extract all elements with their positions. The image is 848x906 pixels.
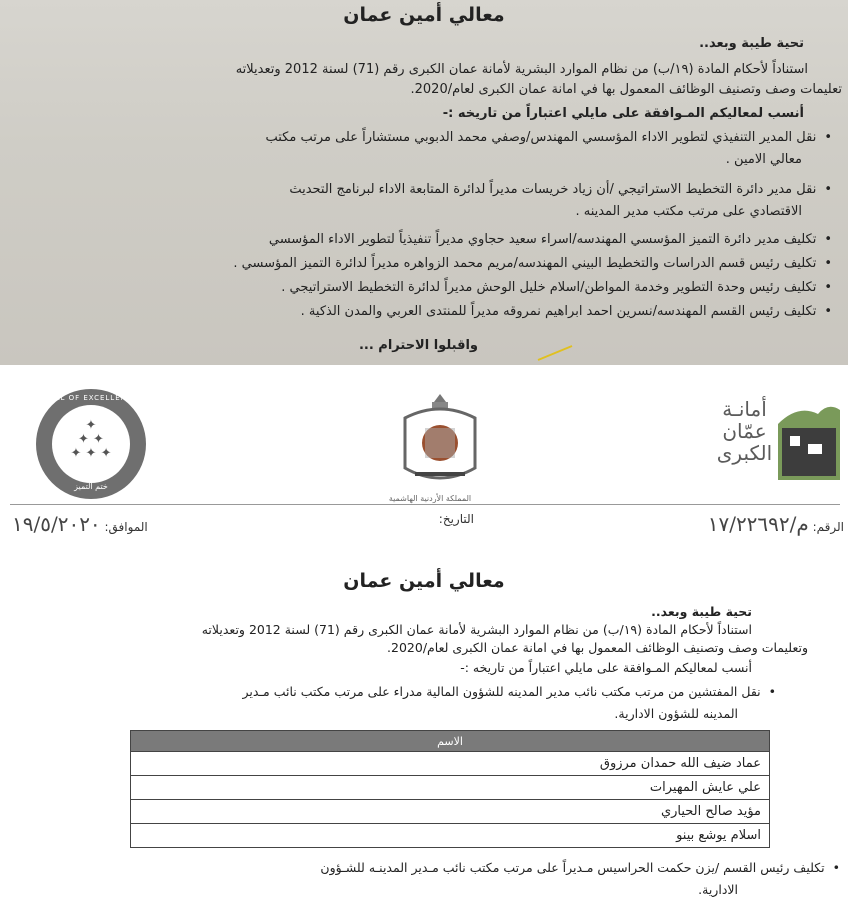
- logo-line2: عمّان: [722, 419, 767, 443]
- table-header: الاسم: [131, 731, 770, 752]
- agree-value: ١٩/٥/٢٠٢٠: [12, 512, 101, 536]
- number-label: الرقم:: [812, 520, 844, 534]
- bottom-item-2: • تكليف رئيس القسم /يزن حكمت الحراسيس مـديراً على مرتب مكتب نائب مـدير المدينـه للشـؤون: [320, 860, 840, 875]
- table-row: [131, 824, 770, 848]
- top-item-2: • نقل مدير دائرة التخطيط الاستراتيجي /أن زياد خريسات مديراً لدائرة المتابعة الاداء لبرنامج التحديث: [289, 182, 832, 197]
- pen-mark: [536, 342, 576, 362]
- jordan-crest-icon: [395, 388, 485, 508]
- name-cell: مؤيد صالح الحياري: [131, 800, 770, 824]
- agree-label: الموافق:: [104, 520, 148, 534]
- bottom-item-2b: الادارية.: [698, 882, 738, 897]
- top-closing: واقبلوا الاحترام ...: [358, 338, 478, 353]
- excellence-seal: [36, 389, 146, 499]
- top-item-4: • تكليف رئيس قسم الدراسات والتخطيط البيني المهندسه/مريم محمد الزواهره مديراً لدائرة التميز المؤسسي .: [233, 256, 832, 271]
- seal-bottom-text: ختم التميز: [74, 482, 108, 491]
- bottom-document: [0, 366, 848, 906]
- top-item-3: • تكليف مدير دائرة التميز المؤسسي المهندسه/اسراء سعيد حجاوي مديراً تنفيذياً لتطوير الاداء المؤسسي: [269, 232, 832, 247]
- seal-stars-icon: ✦ ✦ ✦ ✦ ✦ ✦: [70, 418, 112, 461]
- bottom-intro-line1: استناداً لأحكام المادة (١٩/ب) من نظام الموارد البشرية لأمانة عمان الكبرى رقم (71) لسنة 2012 وتعديلاته: [201, 622, 752, 637]
- name-cell: اسلام يوشع بينو: [131, 824, 770, 848]
- top-greeting: تحية طيبة وبعد..: [699, 36, 804, 51]
- top-intro-line1: استناداً لأحكام المادة (١٩/ب) من نظام الموارد البشرية لأمانة عمان الكبرى رقم (71) لسنة 2012 وتعديلاته: [235, 62, 808, 77]
- top-item-1: • نقل المدير التنفيذي لتطوير الاداء المؤسسي المهندس/وصفي محمد الدبوبي مستشاراً على مرتب مكتب: [265, 130, 832, 145]
- top-intro-line2: تعليمات وصف وتصنيف الوظائف المعمول بها في امانة عمان الكبرى لعام/2020.: [410, 82, 842, 97]
- crest-caption: المملكة الأردنية الهاشمية: [388, 494, 472, 503]
- bottom-item-1b: المدينه للشؤون الادارية.: [614, 706, 738, 721]
- number-value: م/١٧/٢٢٦٩٢: [707, 512, 809, 536]
- name-cell: علي عايش المهيرات: [131, 776, 770, 800]
- table-row: [131, 776, 770, 800]
- gam-logo-icon: [778, 394, 840, 480]
- names-table: [130, 730, 770, 848]
- logo-line1: أمانـة: [722, 397, 767, 421]
- number-field: [708, 512, 844, 536]
- seal-text: SEAL OF EXCELLENCE: [43, 394, 139, 402]
- top-title: معالي أمين عمان: [343, 4, 505, 26]
- bottom-recommend: أنسب لمعاليكم المـوافقة على مايلي اعتباراً من تاريخه :-: [460, 660, 752, 675]
- bottom-title: معالي أمين عمان: [343, 570, 505, 592]
- table-row: [131, 800, 770, 824]
- header-divider: [10, 504, 840, 505]
- gam-logo-text: [712, 398, 777, 464]
- top-item-6: • تكليف رئيس القسم المهندسه/نسرين احمد ابراهيم نمروقه مديراً للمنتدى العربي والمدن الذكية .: [301, 304, 832, 319]
- name-cell: عماد ضيف الله حمدان مرزوق: [131, 752, 770, 776]
- top-document-photo: [0, 0, 848, 365]
- top-item-5: • تكليف رئيس وحدة التطوير وخدمة المواطن/اسلام خليل الوحش مديراً لدائرة التخطيط الاستراتيجي .: [281, 280, 832, 295]
- logo-line3: الكبرى: [716, 441, 773, 465]
- top-item-2b: الاقتصادي على مرتب مكتب مدير المدينه .: [575, 204, 802, 219]
- bottom-intro-line2: وتعليمات وصف وتصنيف الوظائف المعمول بها في امانة عمان الكبرى لعام/2020.: [387, 640, 808, 655]
- date-label: التاريخ:: [438, 512, 474, 526]
- top-recommend: أنسب لمعاليكم المـوافقة على مايلي اعتباراً من تاريخه :-: [442, 106, 804, 121]
- table-row: [131, 752, 770, 776]
- bottom-item-1: • نقل المفتشين من مرتب مكتب نائب مدير المدينه للشؤون المالية مدراء على مرتب مكتب نائب مـدير: [242, 684, 776, 699]
- agree-field: [12, 512, 148, 536]
- bottom-greeting: تحية طيبة وبعد..: [651, 604, 752, 619]
- top-item-1b: معالي الامين .: [725, 152, 802, 167]
